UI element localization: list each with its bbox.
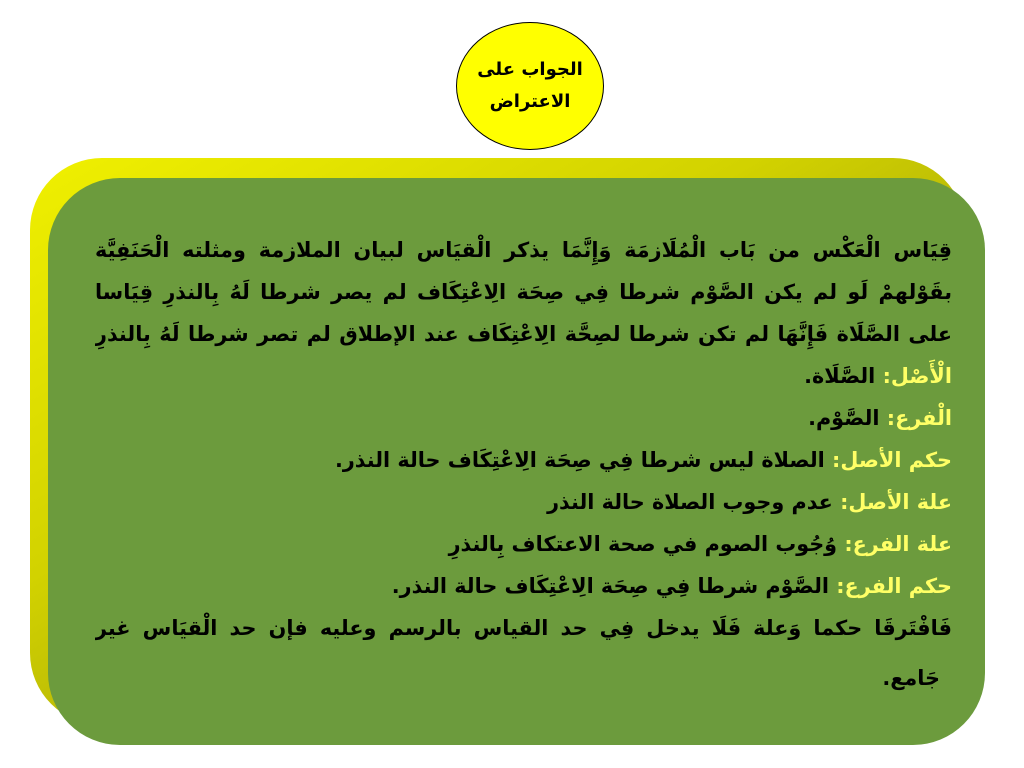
conclusion-line: فَافْتَرقَا حكما وَعلة فَلَا يدخل فِي حد القياس بالرسم وعليه فإن حد الْقيَاس غير — [95, 616, 952, 640]
item-original — [95, 355, 952, 397]
conclusion-line: جَامع. — [882, 666, 940, 690]
content-text — [95, 229, 952, 699]
badge-title-line-2: الاعتراض — [489, 91, 571, 112]
item-text: الصَّلَاة. — [804, 364, 876, 388]
item-text: وُجُوب الصوم في صحة الاعتكاف بِالنذرِ — [448, 532, 838, 556]
item-original-cause — [95, 481, 952, 523]
item-branch — [95, 397, 952, 439]
item-label: حكم الفرع: — [836, 574, 952, 598]
item-branch-cause — [95, 523, 952, 565]
item-label: الْأَصْل: — [882, 364, 952, 388]
answer-badge — [456, 22, 604, 150]
item-original-ruling — [95, 439, 952, 481]
item-branch-ruling — [95, 565, 952, 607]
item-label: حكم الأصل: — [832, 448, 952, 472]
item-text: عدم وجوب الصلاة حالة النذر — [547, 490, 833, 514]
item-text: الصَّوْم. — [808, 406, 880, 430]
badge-title-line-1: الجواب على — [477, 59, 583, 80]
item-text: الصَّوْم شرطا فِي صِحَة الِاعْتِكَاف حالة النذر. — [391, 574, 829, 598]
item-label: علة الأصل: — [840, 490, 952, 514]
intro-line: بقَوْلهمْ لَو لم يكن الصَّوْم شرطا فِي صِحَة الِاعْتِكَاف لم يصر شرطا لَهُ بِالنذرِ قِيَاسا — [95, 280, 952, 304]
intro-line: على الصَّلَاة فَإِنَّهَا لم تكن شرطا لصِحَّة الِاعْتِكَاف عند الإطلاق لم تصر شرطا لَهُ بِالنذرِ — [95, 322, 952, 346]
item-label: الْفرع: — [886, 406, 952, 430]
item-text: الصلاة ليس شرطا فِي صِحَة الِاعْتِكَاف حالة النذر. — [334, 448, 825, 472]
item-label: علة الفرع: — [844, 532, 952, 556]
intro-line: قِيَاس الْعَكْس من بَاب الْمُلَازمَة وَإِنَّمَا يذكر الْقيَاس لبيان الملازمة ومثلته الْحَنَفِيَّة — [95, 238, 952, 262]
